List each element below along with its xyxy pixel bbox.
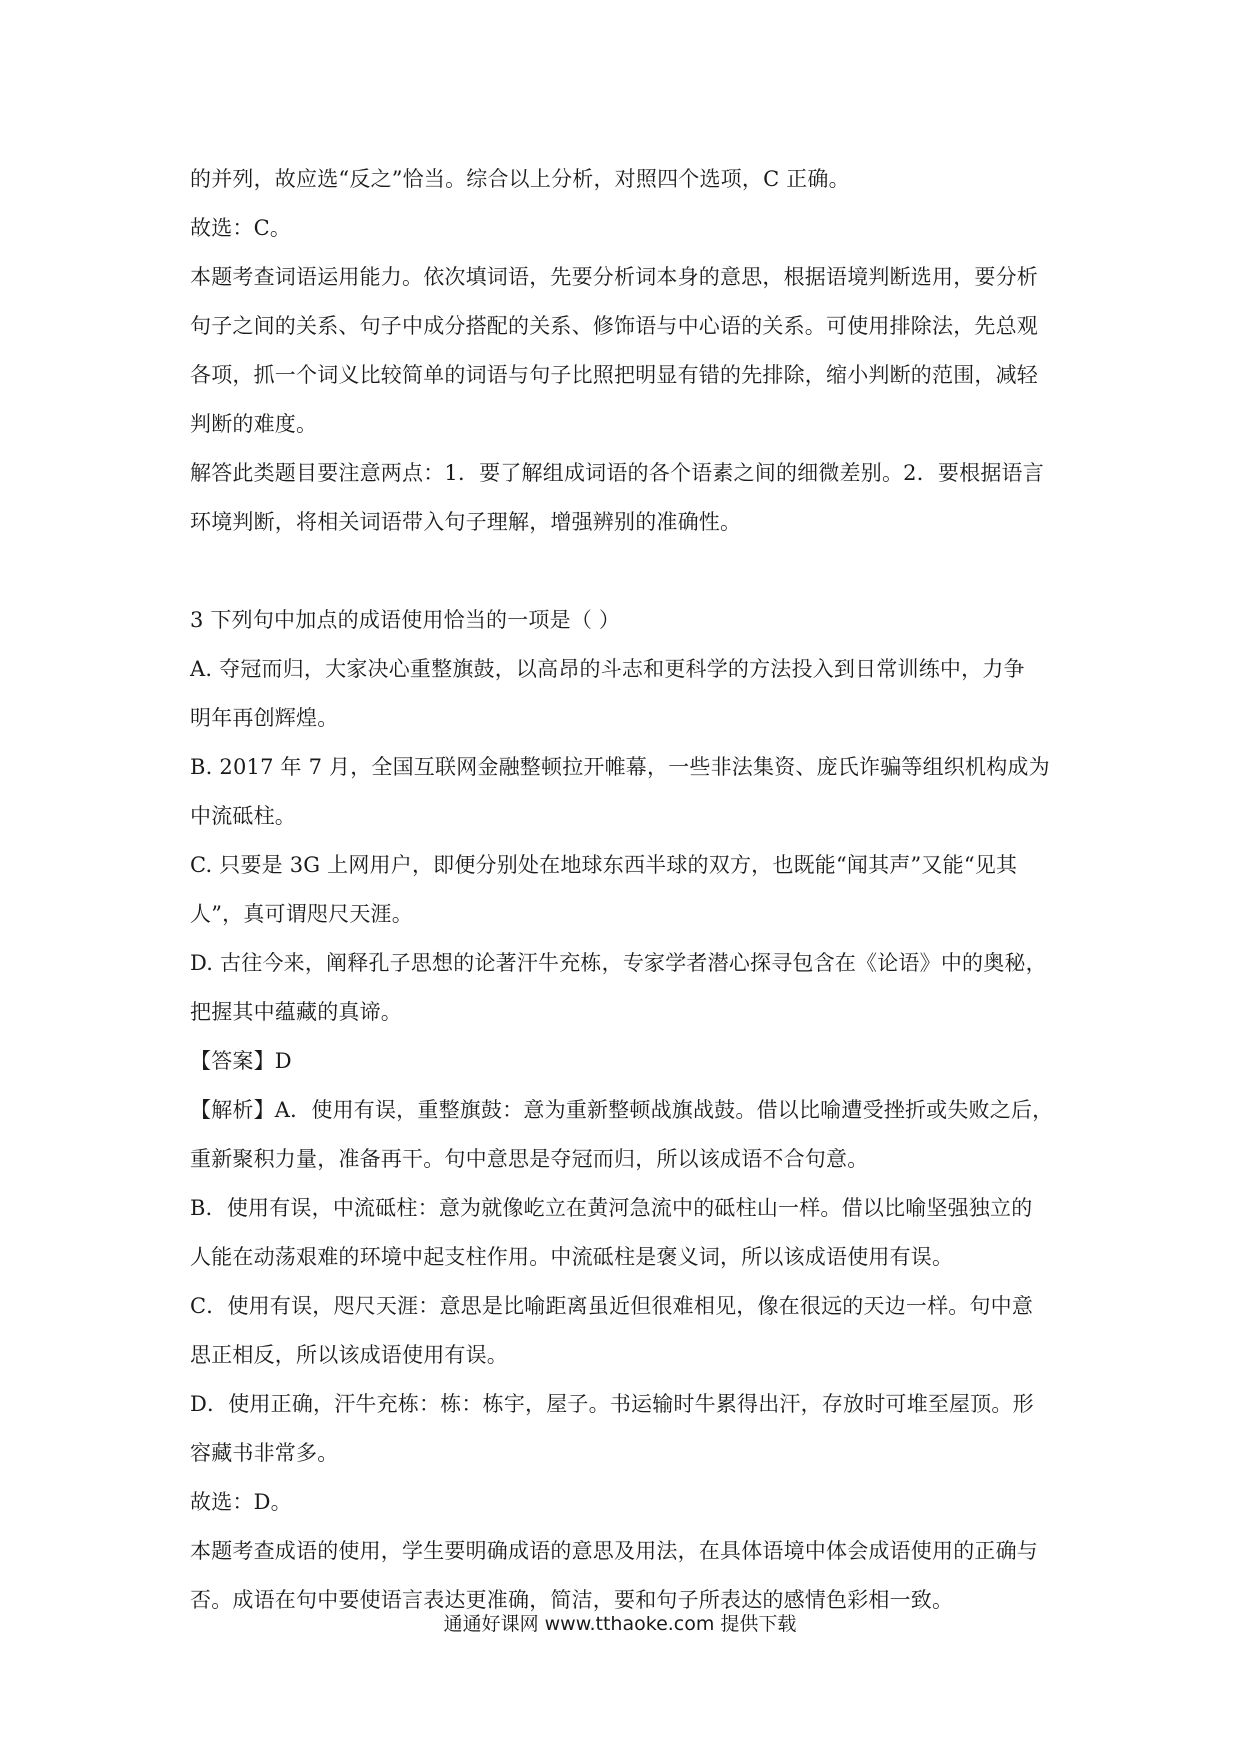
text-line: 解答此类题目要注意两点：1．要了解组成词语的各个语素之间的细微差别。2．要根据语言 [190,461,1044,485]
analysis-line: 【解析】A．使用有误，重整旗鼓：意为重新整顿战旗战鼓。借以比喻遭受挫折或失败之后， [190,1098,1054,1122]
option-b-cont: 中流砥柱。 [190,804,296,828]
analysis-line: 思正相反，所以该成语使用有误。 [190,1343,508,1367]
option-c-cont: 人”，真可谓咫尺天涯。 [190,902,413,926]
previous-question-explanation [190,155,1060,547]
option-a: A. 夺冠而归，大家决心重整旗鼓，以高昂的斗志和更科学的方法投入到日常训练中，力争 [190,657,1025,681]
analysis-line: B．使用有误，中流砥柱：意为就像屹立在黄河急流中的砥柱山一样。借以比喻坚强独立的 [190,1196,1033,1220]
option-c: C. 只要是 3G 上网用户，即便分别处在地球东西半球的双方，也既能“闻其声”又能“见其 [190,853,1018,877]
page-footer: 通通好课网 www.tthaoke.com 提供下载 [443,1613,797,1635]
analysis-line: 重新聚积力量，准备再干。句中意思是夺冠而归，所以该成语不合句意。 [190,1147,869,1171]
text-line: 本题考查词语运用能力。依次填词语，先要分析词本身的意思，根据语境判断选用，要分析 [190,265,1038,289]
option-b: B. 2017 年 7 月，全国互联网金融整顿拉开帷幕，一些非法集资、庞氏诈骗等组织机构成为 [190,755,1050,779]
analysis-line: D．使用正确，汗牛充栋：栋：栋宇，屋子。书运输时牛累得出汗，存放时可堆至屋顶。形 [190,1392,1034,1416]
document-body [190,155,1060,1625]
option-a-cont: 明年再创辉煌。 [190,706,339,730]
answer-line: 【答案】D [190,1049,292,1073]
text-line: 各项，抓一个词义比较简单的词语与句子比照把明显有错的先排除，缩小判断的范围，减轻 [190,363,1038,387]
summary-line: 本题考查成语的使用，学生要明确成语的意思及用法，在具体语境中体会成语使用的正确与 [190,1539,1038,1563]
question-3 [190,596,1060,1037]
analysis-line: 容藏书非常多。 [190,1441,339,1465]
option-d-cont: 把握其中蕴藏的真谛。 [190,1000,402,1024]
choice-line: 故选：D。 [190,1490,292,1514]
text-line: 句子之间的关系、句子中成分搭配的关系、修饰语与中心语的关系。可使用排除法，先总观 [190,314,1038,338]
question-stem: 3 下列句中加点的成语使用恰当的一项是（ ） [190,608,621,632]
summary-line: 否。成语在句中要使语言表达更准确，简洁，要和句子所表达的感情色彩相一致。 [190,1588,954,1612]
analysis-line: C．使用有误，咫尺天涯：意思是比喻距离虽近但很难相见，像在很远的天边一样。句中意 [190,1294,1034,1318]
answer-analysis [190,1037,1060,1625]
section-gap [190,547,1060,596]
text-line: 环境判断，将相关词语带入句子理解，增强辨别的准确性。 [190,510,742,534]
text-line: 故选：C。 [190,216,292,240]
option-d: D. 古往今来，阐释孔子思想的论著汗牛充栋，专家学者潜心探寻包含在《论语》中的奥秘， [190,951,1047,975]
text-line: 判断的难度。 [190,412,318,436]
text-line: 的并列，故应选“反之”恰当。综合以上分析，对照四个选项，C 正确。 [190,167,850,191]
analysis-line: 人能在动荡艰难的环境中起支柱作用。中流砥柱是褒义词，所以该成语使用有误。 [190,1245,954,1269]
